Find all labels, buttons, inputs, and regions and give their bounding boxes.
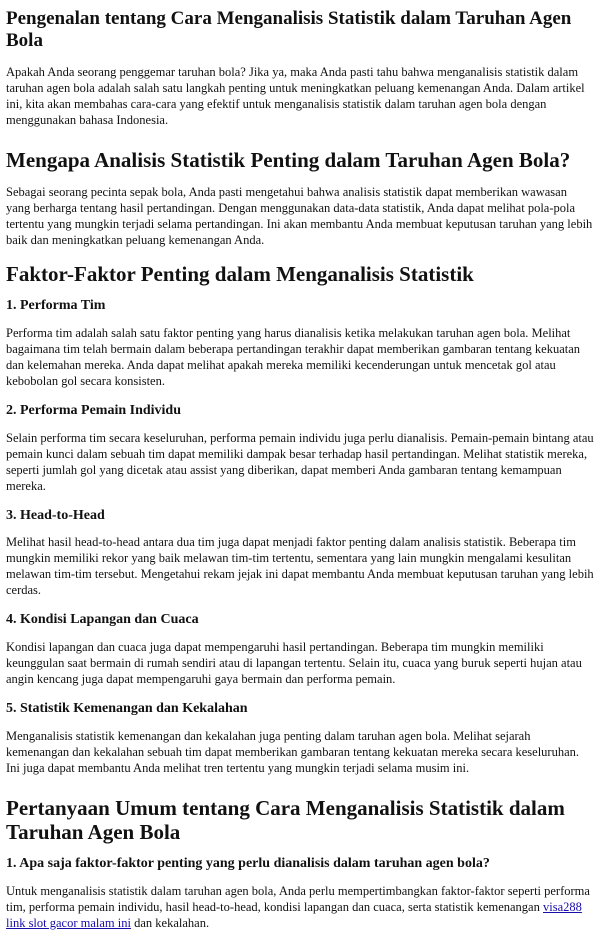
- page-title: Pengenalan tentang Cara Menganalisis Statistik dalam Taruhan Agen Bola: [6, 8, 572, 51]
- factor-paragraph-3: Melihat hasil head-to-head antara dua tim juga dapat menjadi faktor penting dalam analisis statistik. Beberapa tim mungkin memiliki rekor yang baik melawan tim-tim tertentu, sementara yang lain mungkin mengalami kesulitan melawan tim-tim tersebut. Mengetahui rekam jejak ini dapat membantu Anda membuat keputusan taruhan yang lebih cerdas.: [6, 535, 594, 598]
- factor-paragraph-2: Selain performa tim secara keseluruhan, performa pemain individu juga perlu dianalisis. Pemain-pemain bintang atau pemain kunci dalam sebuah tim dapat memiliki dampak besar terhadap hasil pertandingan. Melihat statistik mereka, seperti jumlah gol yang dicetak atau assist yang diberikan, dapat memberi Anda gambaran tentang kemampuan mereka.: [6, 430, 594, 493]
- visa288-link[interactable]: visa288 link slot gacor malam ini: [6, 900, 582, 931]
- factor-heading-1: 1. Performa Tim: [6, 297, 106, 313]
- factors-heading: Faktor-Faktor Penting dalam Menganalisis Statistik: [6, 261, 474, 286]
- faq-answer-1-tail: dan kekalahan.: [130, 916, 210, 931]
- faq-answer-1-text: Untuk menganalisis statistik dalam taruhan agen bola, Anda perlu mempertimbangkan faktor-faktor seperti performa tim, performa pemain individu, hasil head-to-head, kondisi lapangan dan cuaca, serta statistik kemenangan: [6, 884, 590, 915]
- factor-heading-2: 2. Performa Pemain Individu: [6, 402, 181, 418]
- factor-heading-5: 5. Statistik Kemenangan dan Kekalahan: [6, 701, 248, 717]
- factor-heading-4: 4. Kondisi Lapangan dan Cuaca: [6, 612, 199, 628]
- why-paragraph: Sebagai seorang pecinta sepak bola, Anda pasti mengetahui bahwa analisis statistik dapat memberikan wawasan yang berharga tentang hasil pertandingan. Dengan menggunakan data-data statistik, Anda dapat melihat pola-pola tertentu yang mungkin terjadi selama pertandingan. Ini akan membantu Anda membuat keputusan taruhan yang lebih baik dan meningkatkan peluang kemenangan Anda.: [6, 184, 593, 247]
- why-heading: Mengapa Analisis Statistik Penting dalam Taruhan Agen Bola?: [6, 147, 571, 172]
- faq-answer-1: [6, 883, 594, 931]
- factor-heading-3: 3. Head-to-Head: [6, 507, 105, 523]
- factor-paragraph-5: Menganalisis statistik kemenangan dan kekalahan juga penting dalam taruhan agen bola. Melihat sejarah kemenangan dan kekalahan sebuah tim dapat memberikan gambaran tentang kekuatan mereka secara keseluruhan. Ini juga dapat membantu Anda melihat tren tertentu yang mungkin terjadi selama musim ini.: [6, 728, 580, 775]
- intro-paragraph: Apakah Anda seorang penggemar taruhan bola? Jika ya, maka Anda pasti tahu bahwa menganalisis statistik dalam taruhan agen bola adalah salah satu langkah penting untuk meningkatkan peluang kemenangan Anda. Dalam artikel ini, kita akan membahas cara-cara yang efektif untuk menganalisis statistik dalam taruhan agen bola dengan menggunakan bahasa Indonesia.: [6, 64, 585, 127]
- factor-paragraph-4: Kondisi lapangan dan cuaca juga dapat mempengaruhi hasil pertandingan. Beberapa tim mungkin memiliki keunggulan saat bermain di rumah sendiri atau di lapangan tertentu. Selain itu, cuaca yang buruk seperti hujan atau angin kencang juga dapat mempengaruhi gaya bermain dan performa pemain.: [6, 640, 582, 687]
- faq-question-1: 1. Apa saja faktor-faktor penting yang perlu dianalisis dalam taruhan agen bola?: [6, 856, 490, 872]
- faq-heading: Pertanyaan Umum tentang Cara Menganalisis Statistik dalam Taruhan Agen Bola: [6, 795, 565, 845]
- factor-paragraph-1: Performa tim adalah salah satu faktor penting yang harus dianalisis ketika melakukan taruhan agen bola. Melihat bagaimana tim telah bermain dalam beberapa pertandingan terakhir dapat memberikan gambaran tentang kekuatan dan kelemahan mereka. Anda dapat melihat apakah mereka memiliki kecenderungan untuk mencetak gol atau kebobolan gol secara konsisten.: [6, 325, 581, 388]
